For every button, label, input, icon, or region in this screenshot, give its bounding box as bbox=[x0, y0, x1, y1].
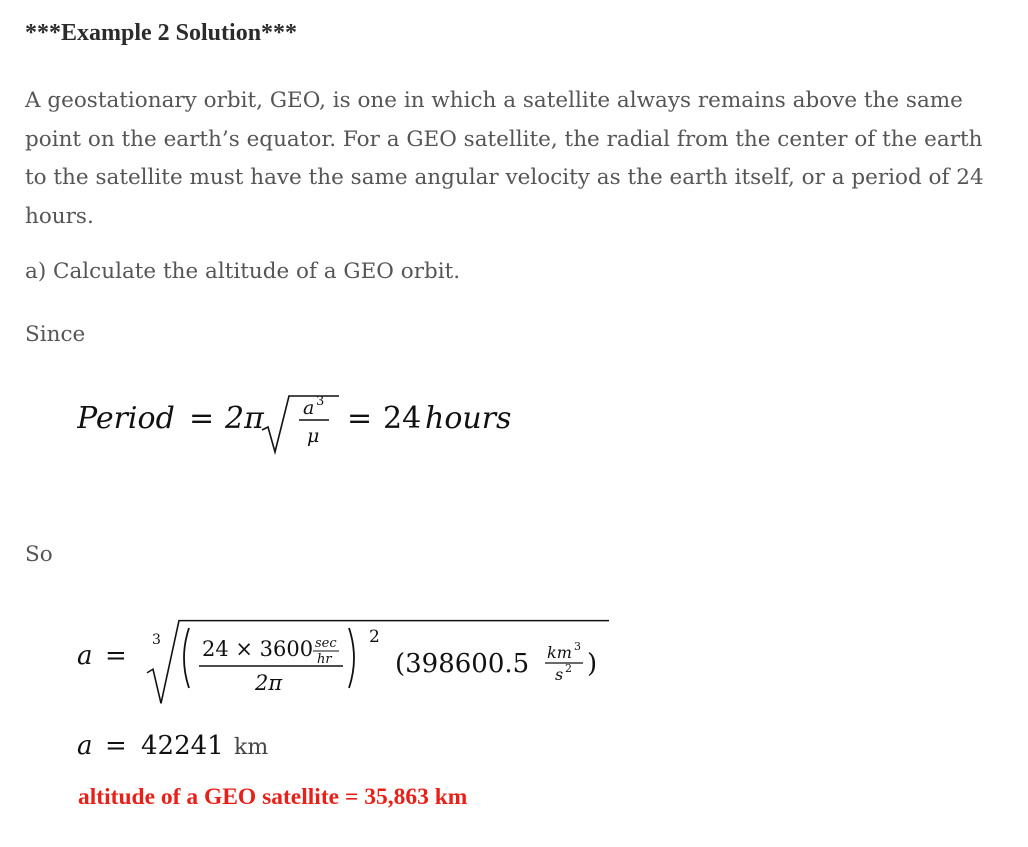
semi-major-axis-equation bbox=[77, 614, 657, 704]
since-label: Since bbox=[25, 322, 86, 347]
numerator-exponent: 3 bbox=[316, 394, 325, 409]
period-label: Period bbox=[77, 401, 175, 436]
mu-unit-km-exponent: 3 bbox=[574, 640, 581, 653]
mu-value: (398600.5 bbox=[395, 649, 530, 679]
semi-major-axis-equation-svg bbox=[77, 614, 657, 704]
left-paren bbox=[184, 628, 189, 688]
close-paren: ) bbox=[587, 649, 598, 679]
a-variable: a bbox=[77, 731, 93, 761]
equals-sign: = bbox=[105, 641, 127, 671]
square-exponent: 2 bbox=[369, 627, 380, 647]
a-result-equation-svg bbox=[77, 726, 377, 766]
so-label: So bbox=[25, 542, 53, 567]
altitude-result: altitude of a GEO satellite = 35,863 km bbox=[78, 784, 468, 810]
a-value: 42241 bbox=[141, 731, 224, 761]
fraction-denominator: μ bbox=[307, 425, 320, 447]
intro-paragraph: A geostationary orbit, GEO, is one in which a satellite always remains above the same point on the earth’s equator. For a GEO satellite, the radial from the center of the earth to the satellite must have the same angular velocity as the earth itself, or a period of 24 hours. bbox=[25, 88, 984, 229]
mu-unit-s: s bbox=[555, 665, 564, 684]
a-unit: km bbox=[234, 735, 269, 760]
period-unit: hours bbox=[425, 401, 512, 436]
fraction-numerator: a bbox=[303, 397, 315, 419]
a-variable: a bbox=[77, 641, 93, 671]
two-pi: 2π bbox=[225, 401, 264, 436]
sqrt-radical bbox=[262, 396, 339, 452]
example-heading: ***Example 2 Solution*** bbox=[25, 20, 298, 46]
equals-sign: = bbox=[105, 731, 127, 761]
period-equation-svg bbox=[77, 392, 557, 472]
fraction-numerator: 24 × 3600 bbox=[202, 637, 314, 661]
period-equation bbox=[77, 392, 557, 472]
unit-hr: hr bbox=[317, 652, 332, 667]
equals-sign-2: = bbox=[347, 401, 373, 436]
period-value: 24 bbox=[383, 401, 422, 436]
question-part-a: a) Calculate the altitude of a GEO orbit. bbox=[25, 259, 461, 284]
mu-unit-km: km bbox=[547, 643, 572, 662]
cube-root-index: 3 bbox=[152, 632, 161, 648]
right-paren bbox=[349, 628, 354, 688]
equals-sign: = bbox=[189, 401, 215, 436]
unit-sec: sec bbox=[315, 636, 337, 651]
fraction-denominator: 2π bbox=[255, 671, 283, 695]
a-result-equation bbox=[77, 726, 377, 766]
mu-unit-s-exponent: 2 bbox=[565, 662, 572, 675]
